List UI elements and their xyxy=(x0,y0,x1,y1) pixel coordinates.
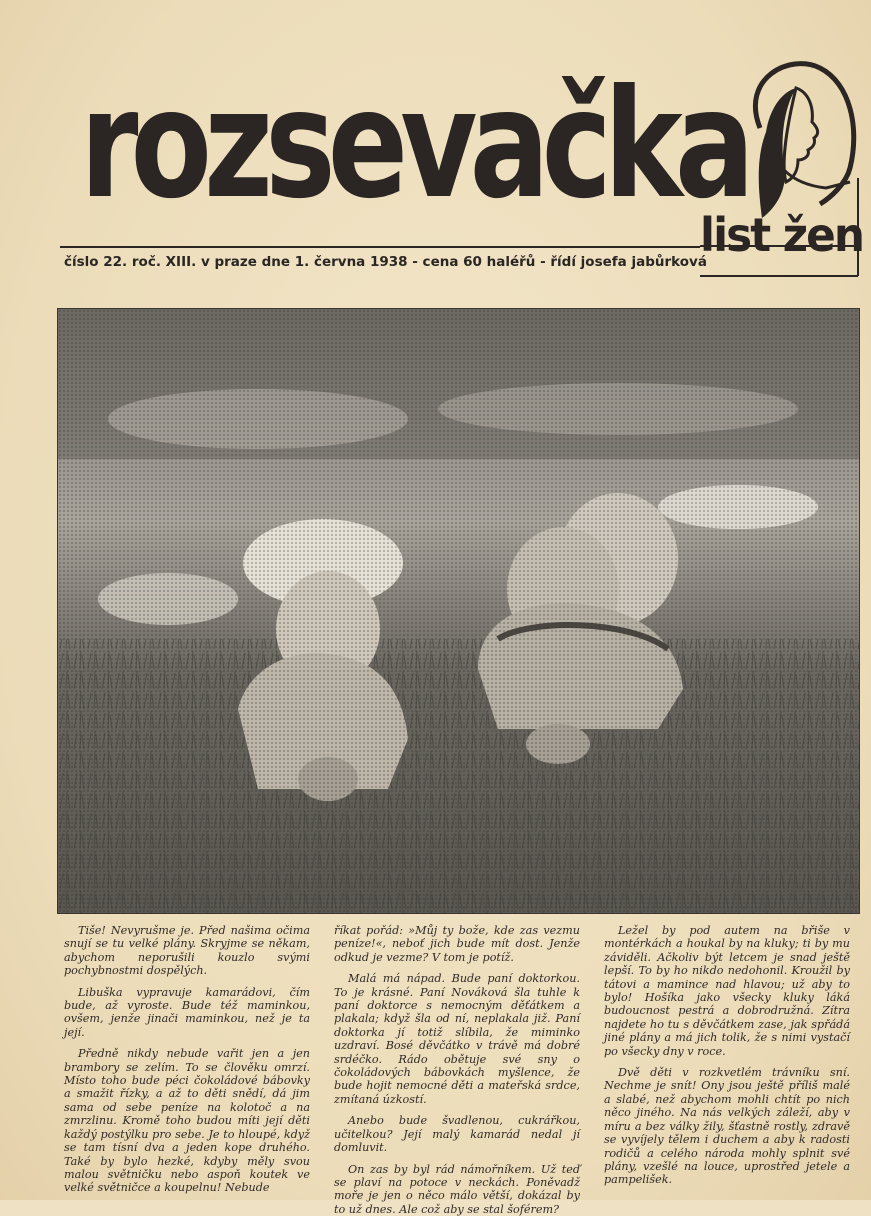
column-2 xyxy=(334,924,580,1180)
children-in-grass-photo xyxy=(57,308,860,914)
issue-info: číslo 22. roč. XIII. v praze dne 1. června 1938 - cena 60 haléřů - řídí josefa jabůrková xyxy=(64,254,707,270)
paragraph: Tiše! Nevyrušme je. Před našima očima snují se tu velké plány. Skryjme se někam, abychom neporušili kouzlo svými pochybnostmi dospělých. xyxy=(64,924,310,978)
column-3 xyxy=(604,924,850,1180)
paragraph: říkat pořád: »Můj ty bože, kde zas vezmu peníze!«, neboť jich bude mít dost. Jenže odkud je vezme? V tom je potíž. xyxy=(334,924,580,964)
paragraph: Malá má nápad. Bude paní doktorkou. To je krásné. Paní Nováková šla tuhle k paní doktorce s nemocným děťátkem a plakala; když šla od ní, neplakala již. Paní doktorka jí totiž slíbila, že miminko uzdraví. Bosé děvčátko v trávě má dobré srdéčko. Rádo obětuje své sny o čokoládových bábovkách myšlence, že bude hojit nemocné děti a mateřská srdce, zmítaná úzkostí. xyxy=(334,972,580,1106)
paragraph: Libuška vypravuje kamarádovi, čím bude, až vyroste. Bude též maminkou, ovšem, jenže jinači maminkou, než je ta její. xyxy=(64,986,310,1040)
article-text xyxy=(64,924,850,1180)
paragraph: Předně nikdy nebude vařit jen a jen brambory se zelím. To se člověku omrzí. Místo toho bude péci čokoládové bábovky a smažit řízky, a až to děti snědí, dá jim sama od sebe peníze na kolotoč a na zmrzlinu. Kromě toho budou míti její děti každý postýlku pro sebe. Je to hloupé, když se tam tísní dva a jeden kope druhého. Také by bylo hezké, kdyby měly svou malou světničku nebo aspoň koutek ve velké světničce a koupelnu! Nebude xyxy=(64,1047,310,1194)
paragraph: Ležel by pod autem na břiše v montérkách a houkal by na kluky; ti by mu záviděli. Ačkoliv být letcem je snad ještě lepší. To by ho nikdo nedohonil. Kroužil by tátovi a mamince nad hlavou; už aby to bylo! Hošíka jako všecky kluky láká budoucnost pestrá a dobrodružná. Zítra najdete ho tu s děvčátkem zase, jak spřádá jiné plány a má jich tolik, že s nimi vystačí po všecky dny v roce. xyxy=(604,924,850,1058)
paragraph: On zas by byl rád námořníkem. Už teď se plaví na potoce v neckách. Poněvadž moře je jen o něco málo větší, dokázal by to už dnes. Ale což aby se stal šoférem? xyxy=(334,1163,580,1216)
masthead-rule xyxy=(60,246,700,248)
masthead-title: rozsevačka xyxy=(80,70,747,220)
paragraph: Dvě děti v rozkvetlém trávníku sní. Nechme je snít! Ony jsou ještě příliš malé a slabé, než abychom mohli chtít po nich něco jiného. Na nás velkých záleží, aby v míru a bez války žily, šťastně rostly, zdravě se vyvíjely tělem i duchem a aby k radosti rodičů a celého národa mohly splnit své plány, vzešlé na louce, uprostřed jetele a pampelišek. xyxy=(604,1066,850,1187)
logo-text: list žen xyxy=(700,208,863,262)
paragraph: Anebo bude švadlenou, cukrářkou, učitelkou? Její malý kamarád nedal jí domluvit. xyxy=(334,1114,580,1154)
column-1 xyxy=(64,924,310,1180)
